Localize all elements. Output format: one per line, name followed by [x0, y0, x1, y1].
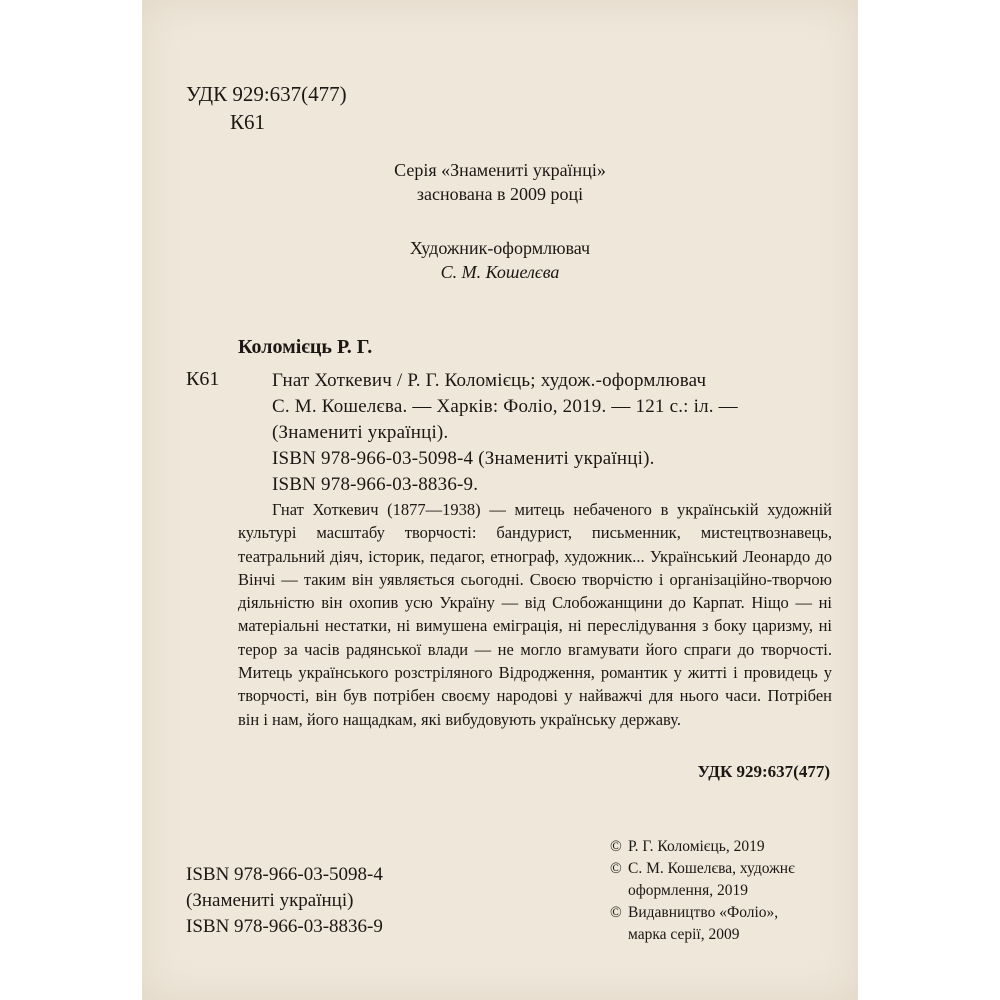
catalog-line: (Знамениті українці). — [272, 422, 449, 443]
catalog-author-mark: К61 — [186, 368, 220, 390]
abstract-paragraph: Гнат Хоткевич (1877—1938) — митець небаченого в українській художній культурі масштабу творчості: бандурист, письменник, мистецтвознавець, театральний діяч, історик, педагог, етнограф, художник... Український Леонардо до Вінчі — таким він уявляється сьогодні. Своєю творчістю і організаційно-творчою діяльністю він охопив усю Україну — від Слобожанщини до Карпат. Ніщо — ні матеріальні нестатки, ні вимушена еміграція, ні переслідування з боку царизму, ні терор за часів радянської влади — не могло вгамувати його спраги до творчості. Митець українського розстріляного Відродження, романтик у житті і провидець у творчості, він був потрібен своєму народові у найважчі для нього часи. Потрібен він і нам, його нащадкам, які вибудовують українську державу. — [238, 500, 832, 729]
isbn-series-line: (Знамениті українці) — [186, 890, 354, 911]
copyright-line: марка серії, 2009 — [628, 926, 740, 943]
isbn-line: ISBN 978-966-03-5098-4 — [186, 864, 383, 885]
catalog-line: С. М. Кошелєва. — Харків: Фоліо, 2019. — 121 с.: іл. — — [272, 396, 738, 417]
series-founded: заснована в 2009 році — [416, 184, 584, 204]
series-title: Серія «Знамениті українці» — [394, 160, 606, 180]
author-mark-top: К61 — [230, 110, 266, 134]
copyright-symbol: © — [610, 838, 622, 855]
imprint-page — [142, 0, 858, 1000]
copyright-line: Р. Г. Коломієць, 2019 — [628, 838, 765, 855]
copyright-item — [610, 836, 795, 858]
catalog-author: Коломієць Р. Г. — [238, 336, 373, 358]
catalog-isbn: ISBN 978-966-03-5098-4 (Знамениті українці). — [272, 448, 655, 469]
copyright-symbol: © — [610, 904, 622, 921]
catalog-line: Гнат Хоткевич / Р. Г. Коломієць; худож.-оформлювач — [272, 370, 707, 391]
udk-code-bottom: УДК 929:637(477) — [697, 762, 830, 781]
abstract-text — [238, 498, 832, 731]
copyright-item — [610, 858, 795, 902]
catalog-isbn: ISBN 978-966-03-8836-9. — [272, 474, 479, 495]
copyright-line: Видавництво «Фоліо», — [628, 904, 779, 921]
isbn-line: ISBN 978-966-03-8836-9 — [186, 916, 383, 937]
artist-info — [142, 236, 858, 284]
artist-role: Художник-оформлювач — [409, 238, 591, 258]
artist-name: С. М. Кошелєва — [440, 262, 560, 282]
series-info — [142, 158, 858, 206]
copyright-item — [610, 902, 795, 946]
copyright-line: оформлення, 2019 — [628, 882, 748, 899]
isbn-block — [186, 862, 383, 940]
udk-code-top: УДК 929:637(477) — [186, 82, 347, 106]
catalog-record — [272, 368, 832, 498]
copyright-line: С. М. Кошелєва, художнє — [628, 860, 795, 877]
copyright-block — [610, 836, 795, 946]
copyright-symbol: © — [610, 860, 622, 877]
